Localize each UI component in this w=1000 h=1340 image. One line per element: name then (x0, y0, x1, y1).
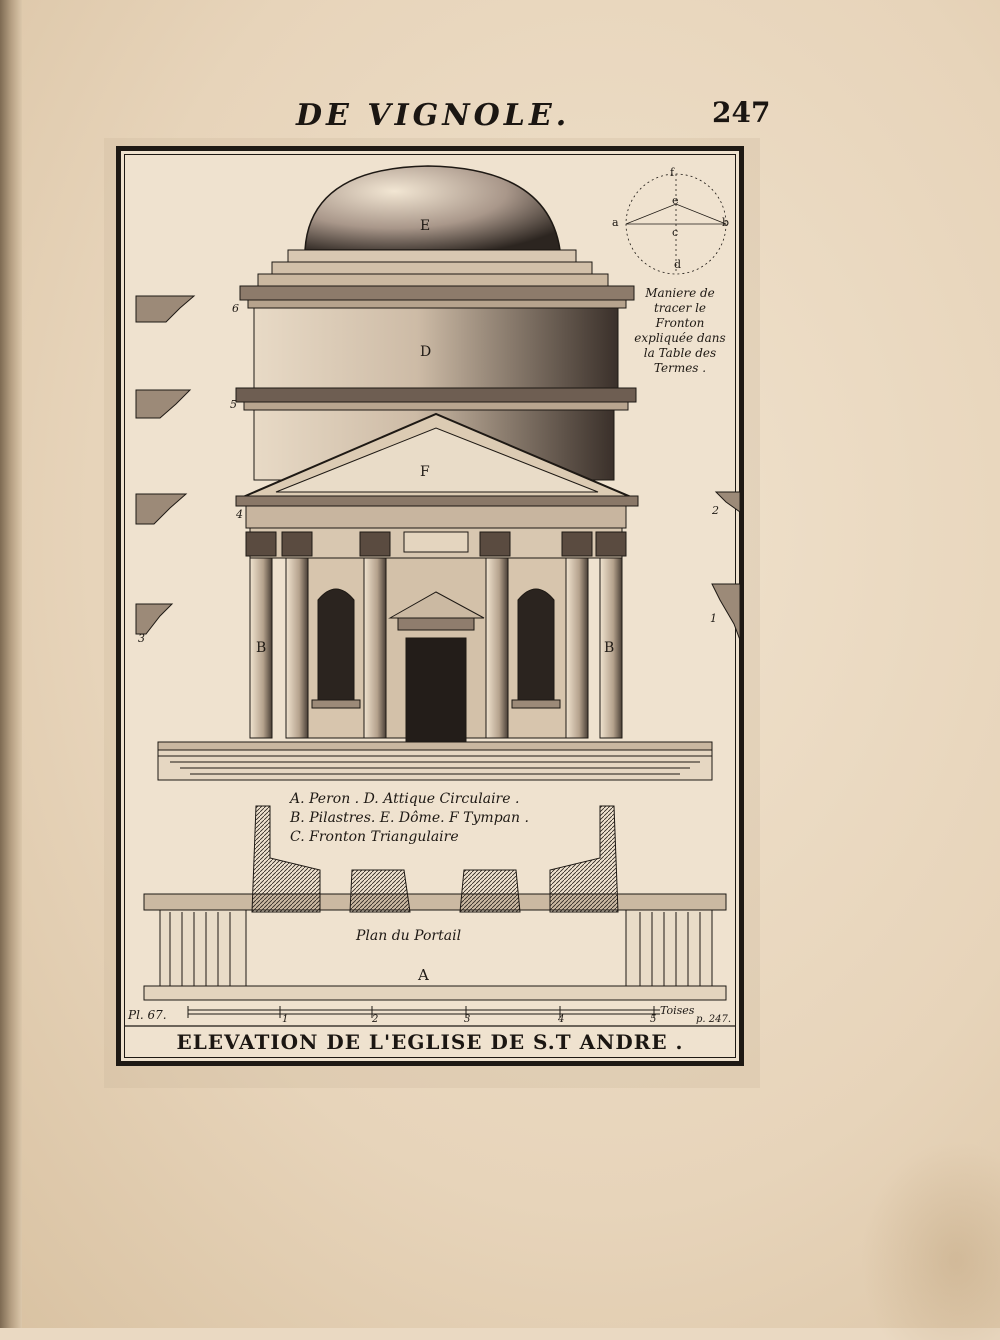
letter-pilaster-right: B (604, 640, 615, 656)
fronton-note-line: Maniere de (645, 286, 715, 300)
profile-number: 4 (236, 508, 243, 521)
niche-left (318, 589, 354, 700)
left-profiles (136, 296, 194, 634)
dome-step-1 (288, 250, 576, 262)
construction-letter: d (674, 258, 682, 271)
construction-letter: f (670, 166, 675, 179)
scale-number: 2 (372, 1014, 379, 1025)
scale-number: 3 (464, 1014, 471, 1025)
scale-number: 4 (558, 1014, 565, 1025)
legend (290, 790, 620, 852)
letter-pilaster-left: B (256, 640, 267, 656)
cornice-6 (240, 286, 634, 300)
letter-plan: A (418, 966, 429, 984)
dome-step-2 (272, 262, 592, 274)
running-head: DE VIGNOLE. (296, 98, 571, 133)
construction-letter: a (612, 216, 619, 229)
cornice-5 (236, 388, 636, 402)
steps (158, 750, 712, 780)
plate-page-ref: p. 247. (696, 1014, 732, 1025)
niche-right (518, 589, 554, 700)
construction-letter: b (722, 216, 730, 229)
dome-step-3 (258, 274, 608, 286)
construction-letter: e (672, 194, 679, 207)
profile-number: 5 (230, 398, 237, 411)
letter-tympan: F (420, 464, 430, 480)
attic-drum (254, 308, 618, 388)
profile-number: 3 (138, 632, 145, 645)
dome (305, 166, 560, 250)
scale-number: 1 (282, 1014, 289, 1025)
profile-number: 6 (232, 302, 239, 315)
profile-number: 1 (710, 612, 717, 625)
plan-caption: Plan du Portail (356, 928, 462, 944)
letter-attic: D (420, 344, 432, 360)
fronton-note-line: Fronton (655, 316, 705, 330)
podium (158, 742, 712, 750)
scale-number: 5 (650, 1014, 657, 1025)
legend-line: B. Pilastres. E. Dôme. F Tympan . (290, 810, 529, 826)
construction-letter: c (672, 226, 679, 239)
fronton-note-line: la Table des (643, 346, 717, 360)
scale-bar (188, 1006, 660, 1018)
entablature (246, 506, 626, 528)
plate-title: ELEVATION DE L'EGLISE DE S.T ANDRE . (176, 1030, 684, 1054)
profile-number: 2 (712, 504, 719, 517)
scale-unit: Toises (660, 1004, 695, 1017)
fronton-note-line: Termes . (653, 361, 707, 375)
plate-number: Pl. 67. (128, 1008, 167, 1022)
letter-dome: E (420, 218, 431, 234)
legend-line: A. Peron . D. Attique Circulaire . (290, 791, 520, 807)
fronton-note-line: tracer le (653, 301, 707, 315)
legend-line: C. Fronton Triangulaire (290, 829, 459, 845)
main-door (406, 638, 466, 742)
fronton-note-line: expliquée dans (634, 331, 726, 345)
page-number: 247 (712, 96, 771, 129)
fronton-note (620, 286, 740, 396)
